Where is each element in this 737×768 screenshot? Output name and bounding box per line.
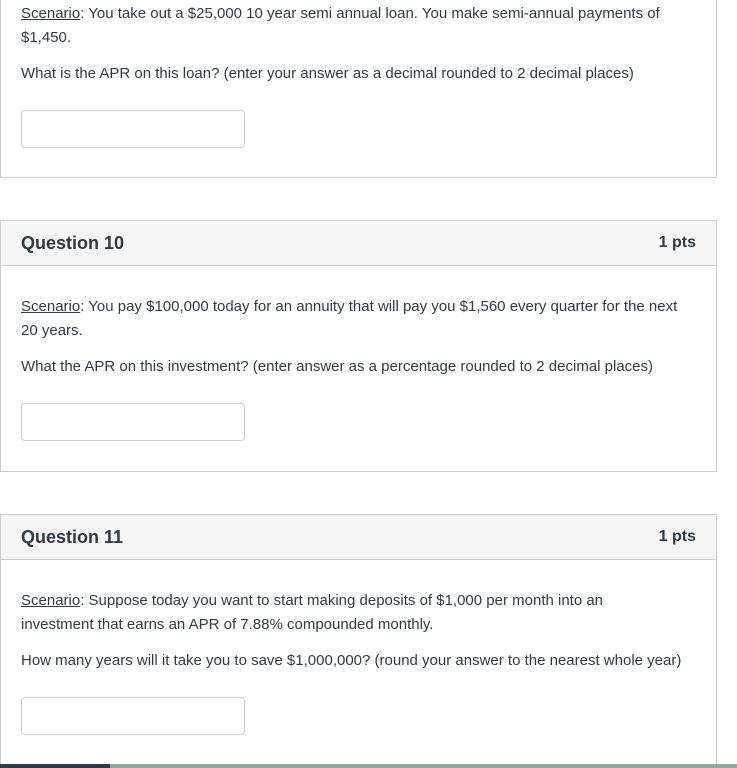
scenario-label: Scenario: [21, 298, 81, 315]
bottom-progress-bar-segment: [0, 764, 110, 768]
scenario-label: Scenario: [21, 592, 81, 609]
question-title: Question 11: [21, 526, 124, 547]
scenario-text: : You pay $100,000 today for an annuity that will pay you $1,560 every quarter for the next 20 years.: [21, 298, 678, 339]
bottom-progress-bar: [0, 764, 737, 768]
question-points: 1 pts: [658, 528, 696, 545]
scenario-paragraph: [21, 2, 701, 50]
question-card-11: [0, 514, 717, 768]
question-header: [1, 221, 716, 266]
question-text: How many years will it take you to save $1,000,000? (round your answer to the nearest whole year): [21, 652, 682, 669]
scenario-paragraph: [21, 295, 696, 343]
question-title: Question 10: [21, 232, 125, 253]
question-card-9: [0, 0, 717, 178]
answer-input[interactable]: [21, 697, 245, 735]
scenario-paragraph: [21, 589, 661, 637]
answer-input[interactable]: [21, 110, 245, 148]
question-points: 1 pts: [658, 234, 696, 251]
question-text: What is the APR on this loan? (enter your answer as a decimal rounded to 2 decimal places): [21, 65, 634, 82]
scenario-label: Scenario: [21, 5, 81, 22]
scenario-text: : Suppose today you want to start making deposits of $1,000 per month into an investment that earns an APR of 7.88% compounded monthly.: [21, 592, 604, 633]
question-header: [1, 515, 716, 560]
question-text: What the APR on this investment? (enter answer as a percentage rounded to 2 decimal places): [21, 358, 654, 375]
question-card-10: [0, 220, 717, 472]
scenario-text: : You take out a $25,000 10 year semi annual loan. You make semi-annual payments of $1,450.: [21, 5, 660, 46]
answer-input[interactable]: [21, 403, 245, 441]
